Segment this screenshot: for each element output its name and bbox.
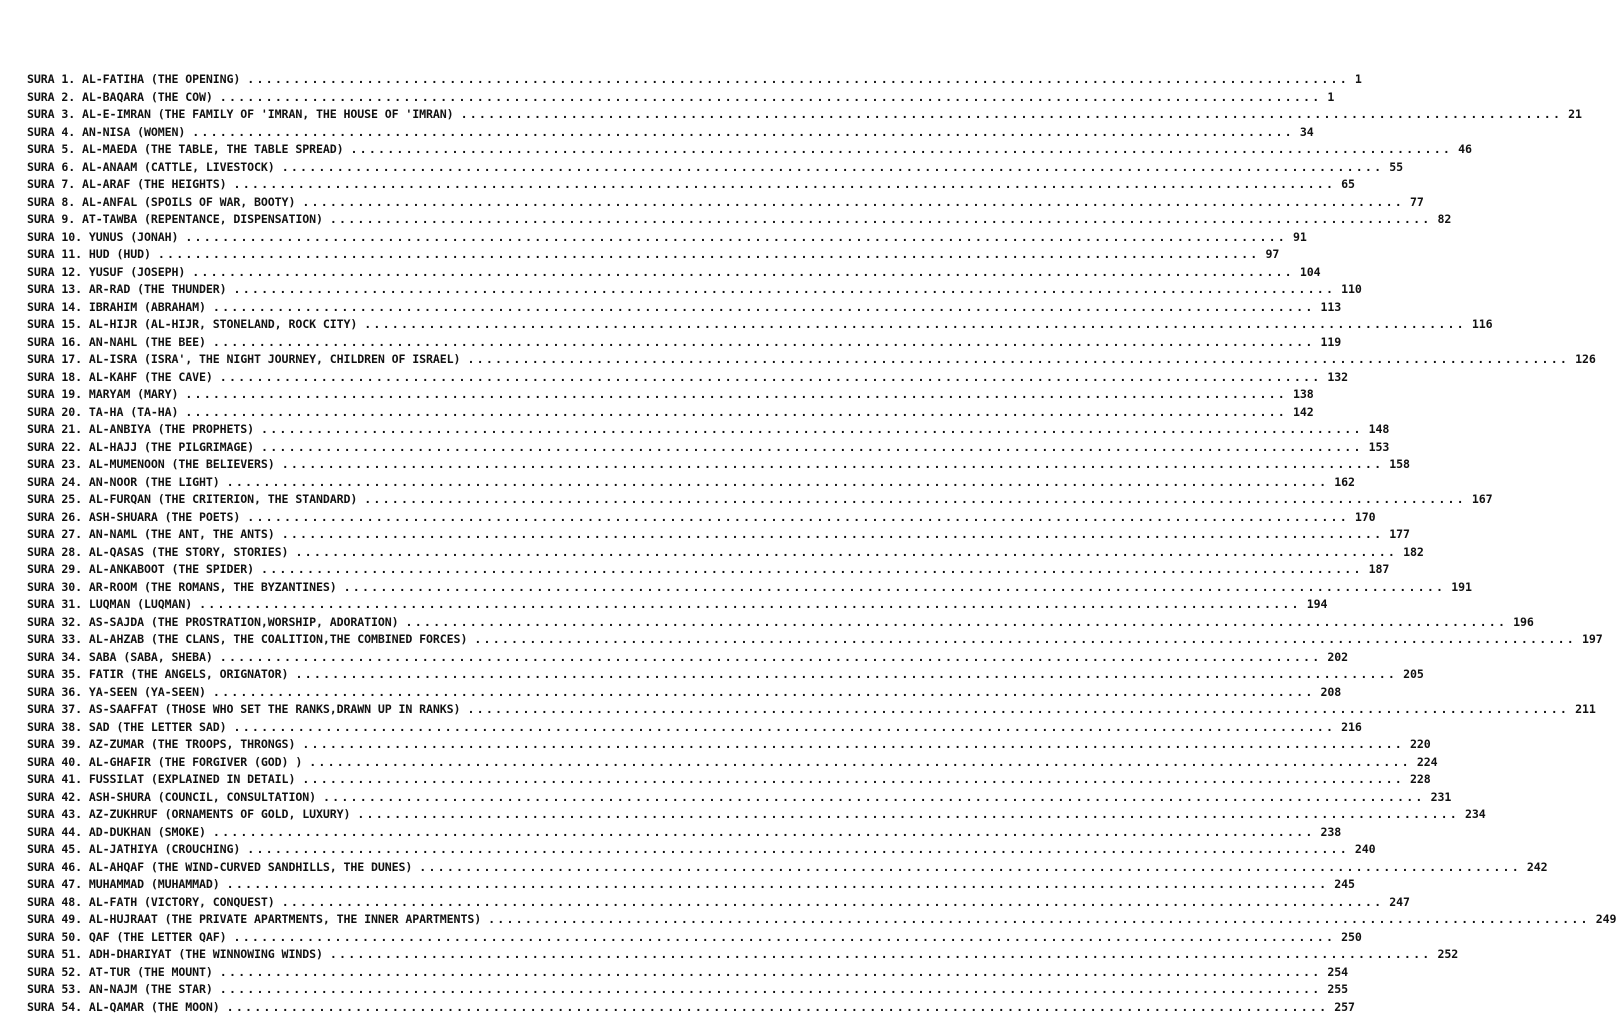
toc-leader-dots: ........................................................................................................................ [281,457,1384,471]
toc-row [27,439,1390,457]
toc-row [27,894,1410,912]
toc-leader-dots: ........................................................................................................................ [350,142,1453,156]
toc-page-number: 187 [1368,562,1390,576]
toc-title: SURA 50. QAF (THE LETTER QAF) [27,929,227,944]
toc-leader-dots: ........................................................................................................................ [219,982,1322,996]
toc-leader-dots: ........................................................................................................................ [247,72,1349,86]
toc-page-number: 211 [1575,702,1596,716]
toc-page-number: 1 [1354,72,1362,86]
toc-row [27,876,1355,894]
toc-row [27,789,1452,807]
toc-title: SURA 30. AR-ROOM (THE ROMANS, THE BYZANTINES) [27,579,337,594]
toc-title: SURA 48. AL-FATH (VICTORY, CONQUEST) [27,894,275,909]
toc-row [27,334,1342,352]
toc-leader-dots: ........................................................................................................................ [219,964,1322,979]
toc-title: SURA 43. AZ-ZUKHRUF (ORNAMENTS OF GOLD, LUXURY) [27,807,351,821]
toc-row [27,456,1410,474]
toc-row [27,491,1493,509]
toc-row [27,474,1355,492]
toc-row [27,631,1603,649]
toc-row [27,141,1472,159]
toc-leader-dots: ........................................................................................................................ [212,334,1315,349]
toc-row [27,824,1342,842]
toc-page-number: 21 [1568,107,1582,121]
toc-row [27,981,1349,999]
toc-title: SURA 40. AL-GHAFIR (THE FORGIVER (GOD) ) [27,754,303,769]
toc-leader-dots: ........................................................................................................................ [233,177,1336,191]
toc-title: SURA 9. AT-TAWBA (REPENTANCE, DISPENSATION) [27,212,323,226]
toc-page-number: 194 [1306,597,1328,611]
toc-page-number: 158 [1389,457,1410,471]
toc-title: SURA 10. YUNUS (JONAH) [27,229,179,244]
toc-title: SURA 6. AL-ANAAM (CATTLE, LIVESTOCK) [27,159,275,174]
toc-leader-dots: ........................................................................................................................ [302,772,1404,786]
toc-title: SURA 5. AL-MAEDA (THE TABLE, THE TABLE SPREAD) [27,142,344,156]
toc-title: SURA 29. AL-ANKABOOT (THE SPIDER) [27,562,255,576]
toc-page-number: 250 [1341,929,1362,944]
toc-row [27,421,1390,439]
toc-row [27,754,1438,772]
toc-leader-dots: ........................................................................................................................ [261,422,1363,436]
toc-leader-dots: ........................................................................................................................ [281,527,1384,541]
toc-leader-dots: ........................................................................................................................ [419,859,1521,874]
toc-leader-dots: ........................................................................................................................ [226,877,1329,891]
toc-page-number: 197 [1581,632,1603,646]
toc-page-number: 257 [1334,999,1355,1014]
toc-page-number: 126 [1575,352,1596,366]
toc-title: SURA 20. TA-HA (TA-HA) [27,404,179,419]
toc-title: SURA 2. AL-BAQARA (THE COW) [27,89,213,104]
toc-leader-dots: ........................................................................................................................ [219,369,1322,384]
toc-page-number: 254 [1327,964,1349,979]
toc-page-number: 182 [1403,544,1424,559]
toc-title: SURA 7. AL-ARAF (THE HEIGHTS) [27,177,227,191]
toc-page-number: 247 [1389,894,1410,909]
toc-page-number: 116 [1471,317,1493,331]
toc-row [27,229,1307,247]
toc-title: SURA 33. AL-AHZAB (THE CLANS, THE COALITION,THE COMBINED FORCES) [27,632,468,646]
toc-page-number: 224 [1416,754,1438,769]
toc-leader-dots: ........................................................................................................................ [357,807,1459,821]
toc-row [27,159,1404,177]
toc-leader-dots: ........................................................................................................................ [329,212,1432,226]
toc-row [27,544,1424,562]
toc-leader-dots: ........................................................................................................................ [467,352,1570,366]
toc-page-number: 91 [1292,229,1307,244]
toc-leader-dots: ........................................................................................................................ [261,562,1363,576]
toc-leader-dots: ........................................................................................................................ [199,597,1301,611]
toc-leader-dots: ........................................................................................................................ [185,387,1287,401]
toc-page-number: 242 [1526,859,1548,874]
toc-title: SURA 49. AL-HUJRAAT (THE PRIVATE APARTMENTS, THE INNER APARTMENTS) [27,912,482,926]
toc-leader-dots: ........................................................................................................................ [405,614,1508,629]
toc-leader-dots: ........................................................................................................................ [233,282,1336,296]
toc-title: SURA 34. SABA (SABA, SHEBA) [27,649,213,664]
toc-page-number: 205 [1403,667,1424,681]
toc-leader-dots: ........................................................................................................................ [157,247,1260,261]
toc-page-number: 65 [1341,177,1355,191]
toc-row [27,701,1596,719]
toc-title: SURA 32. AS-SAJDA (THE PROSTRATION,WORSHIP, ADORATION) [27,614,399,629]
toc-title: SURA 21. AL-ANBIYA (THE PROPHETS) [27,422,255,436]
toc-leader-dots: ........................................................................................................................ [185,229,1287,244]
table-of-contents [27,71,1616,1016]
toc-leader-dots: ........................................................................................................................ [467,702,1570,716]
toc-row [27,561,1390,579]
toc-title: SURA 44. AD-DUKHAN (SMOKE) [27,824,206,839]
toc-page-number: 228 [1409,772,1431,786]
toc-leader-dots: ........................................................................................................................ [329,947,1432,961]
toc-title: SURA 39. AZ-ZUMAR (THE TROOPS, THRONGS) [27,737,296,751]
toc-row [27,281,1362,299]
toc-page-number: 1 [1327,89,1335,104]
toc-leader-dots: ........................................................................................................................ [295,544,1398,559]
toc-row [27,369,1349,387]
toc-page-number: 110 [1341,282,1362,296]
toc-row [27,666,1424,684]
toc-title: SURA 42. ASH-SHURA (COUNCIL, CONSULTATION) [27,789,316,804]
toc-title: SURA 22. AL-HAJJ (THE PILGRIMAGE) [27,439,255,454]
toc-row [27,246,1280,264]
toc-title: SURA 4. AN-NISA (WOMEN) [27,124,186,139]
toc-title: SURA 41. FUSSILAT (EXPLAINED IN DETAIL) [27,772,296,786]
toc-leader-dots: ........................................................................................................................ [192,264,1294,279]
toc-leader-dots: ........................................................................................................................ [261,439,1363,454]
toc-page-number: 132 [1327,369,1349,384]
toc-page-number: 46 [1458,142,1472,156]
toc-row [27,526,1410,544]
toc-title: SURA 36. YA-SEEN (YA-SEEN) [27,684,206,699]
toc-leader-dots: ........................................................................................................................ [488,912,1590,926]
toc-page-number: 162 [1334,474,1355,489]
toc-row [27,264,1321,282]
toc-title: SURA 13. AR-RAD (THE THUNDER) [27,282,227,296]
toc-title: SURA 26. ASH-SHUARA (THE POETS) [27,509,241,524]
toc-title: SURA 54. AL-QAMAR (THE MOON) [27,999,220,1014]
toc-row [27,929,1362,947]
toc-leader-dots: ........................................................................................................................ [247,842,1349,856]
toc-row [27,649,1349,667]
toc-row [27,351,1596,369]
toc-row [27,911,1616,929]
toc-page-number: 208 [1320,684,1342,699]
toc-page-number: 177 [1389,527,1410,541]
toc-title: SURA 37. AS-SAAFFAT (THOSE WHO SET THE RANKS,DRAWN UP IN RANKS) [27,702,461,716]
toc-row [27,106,1582,124]
toc-leader-dots: ........................................................................................................................ [219,89,1322,104]
toc-page-number: 113 [1320,299,1342,314]
toc-page-number: 97 [1265,247,1280,261]
toc-row [27,386,1314,404]
toc-leader-dots: ........................................................................................................................ [281,159,1384,174]
toc-page-number: 170 [1354,509,1376,524]
toc-leader-dots: ........................................................................................................................ [322,789,1425,804]
toc-row [27,684,1342,702]
toc-leader-dots: ........................................................................................................................ [233,929,1336,944]
toc-leader-dots: ........................................................................................................................ [247,509,1349,524]
toc-leader-dots: ........................................................................................................................ [364,492,1466,506]
toc-page-number: 55 [1389,159,1404,174]
toc-page-number: 119 [1320,334,1342,349]
toc-row [27,964,1349,982]
toc-leader-dots: ........................................................................................................................ [474,632,1576,646]
toc-title: SURA 19. MARYAM (MARY) [27,387,179,401]
toc-row [27,736,1431,754]
toc-page-number: 191 [1451,579,1472,594]
toc-leader-dots: ........................................................................................................................ [219,649,1322,664]
toc-page-number: 240 [1354,842,1376,856]
toc-leader-dots: ........................................................................................................................ [226,999,1329,1014]
toc-title: SURA 8. AL-ANFAL (SPOILS OF WAR, BOOTY) [27,194,296,209]
toc-leader-dots: ........................................................................................................................ [212,824,1315,839]
toc-row [27,614,1534,632]
toc-row [27,946,1459,964]
toc-row [27,596,1328,614]
toc-title: SURA 3. AL-E-IMRAN (THE FAMILY OF 'IMRAN, THE HOUSE OF 'IMRAN) [27,107,454,121]
toc-row [27,316,1493,334]
toc-title: SURA 45. AL-JATHIYA (CROUCHING) [27,842,241,856]
toc-leader-dots: ........................................................................................................................ [364,317,1466,331]
toc-title: SURA 25. AL-FURQAN (THE CRITERION, THE STANDARD) [27,492,358,506]
toc-page-number: 82 [1437,212,1452,226]
toc-page-number: 196 [1513,614,1534,629]
toc-row [27,579,1472,597]
toc-row [27,999,1355,1017]
toc-title: SURA 16. AN-NAHL (THE BEE) [27,334,206,349]
toc-leader-dots: ........................................................................................................................ [212,684,1315,699]
toc-title: SURA 35. FATIR (THE ANGELS, ORIGNATOR) [27,667,289,681]
toc-title: SURA 27. AN-NAML (THE ANT, THE ANTS) [27,527,275,541]
toc-title: SURA 23. AL-MUMENOON (THE BELIEVERS) [27,457,275,471]
toc-row [27,771,1431,789]
toc-title: SURA 53. AN-NAJM (THE STAR) [27,982,213,996]
toc-page-number: 220 [1409,737,1431,751]
toc-leader-dots: ........................................................................................................................ [226,474,1329,489]
toc-page-number: 238 [1320,824,1342,839]
toc-leader-dots: ........................................................................................................................ [302,194,1404,209]
toc-row [27,806,1486,824]
toc-title: SURA 14. IBRAHIM (ABRAHAM) [27,299,206,314]
toc-row [27,299,1342,317]
toc-leader-dots: ........................................................................................................................ [281,894,1384,909]
toc-row [27,194,1424,212]
toc-title: SURA 38. SAD (THE LETTER SAD) [27,719,227,734]
toc-row [27,124,1314,142]
toc-page-number: 216 [1341,719,1362,734]
toc-page-number: 104 [1299,264,1321,279]
toc-page-number: 142 [1292,404,1314,419]
toc-title: SURA 17. AL-ISRA (ISRA', THE NIGHT JOURNEY, CHILDREN OF ISRAEL) [27,352,461,366]
toc-page-number: 34 [1299,124,1314,139]
toc-leader-dots: ........................................................................................................................ [212,299,1315,314]
toc-title: SURA 1. AL-FATIHA (THE OPENING) [27,72,241,86]
toc-row [27,211,1452,229]
toc-leader-dots: ........................................................................................................................ [309,754,1411,769]
toc-leader-dots: ........................................................................................................................ [185,404,1287,419]
toc-page-number: 245 [1334,877,1355,891]
toc-leader-dots: ........................................................................................................................ [192,124,1294,139]
toc-page-number: 138 [1292,387,1314,401]
toc-leader-dots: ........................................................................................................................ [343,579,1446,594]
toc-page-number: 202 [1327,649,1349,664]
toc-page-number: 231 [1430,789,1452,804]
toc-title: SURA 51. ADH-DHARIYAT (THE WINNOWING WINDS) [27,947,323,961]
toc-leader-dots: ........................................................................................................................ [302,737,1404,751]
toc-title: SURA 46. AL-AHQAF (THE WIND-CURVED SANDHILLS, THE DUNES) [27,859,413,874]
toc-page-number: 249 [1595,912,1616,926]
toc-page-number: 77 [1409,194,1424,209]
toc-title: SURA 18. AL-KAHF (THE CAVE) [27,369,213,384]
toc-row [27,509,1376,527]
toc-page-number: 153 [1368,439,1390,454]
toc-title: SURA 31. LUQMAN (LUQMAN) [27,597,193,611]
toc-row [27,841,1376,859]
toc-title: SURA 52. AT-TUR (THE MOUNT) [27,964,213,979]
toc-title: SURA 24. AN-NOOR (THE LIGHT) [27,474,220,489]
toc-row [27,89,1335,107]
toc-row [27,71,1362,89]
toc-title: SURA 47. MUHAMMAD (MUHAMMAD) [27,877,220,891]
toc-title: SURA 11. HUD (HUD) [27,247,151,261]
toc-row [27,719,1362,737]
toc-title: SURA 12. YUSUF (JOSEPH) [27,264,186,279]
toc-row [27,404,1314,422]
toc-leader-dots: ........................................................................................................................ [233,719,1336,734]
toc-page-number: 148 [1368,422,1390,436]
toc-row [27,859,1548,877]
toc-title: SURA 15. AL-HIJR (AL-HIJR, STONELAND, ROCK CITY) [27,317,358,331]
toc-page-number: 255 [1327,982,1349,996]
toc-page-number: 234 [1464,807,1486,821]
toc-leader-dots: ........................................................................................................................ [295,667,1398,681]
toc-page-number: 252 [1437,947,1459,961]
toc-title: SURA 28. AL-QASAS (THE STORY, STORIES) [27,544,289,559]
toc-row [27,176,1355,194]
toc-page-number: 167 [1471,492,1493,506]
toc-leader-dots: ........................................................................................................................ [460,107,1563,121]
